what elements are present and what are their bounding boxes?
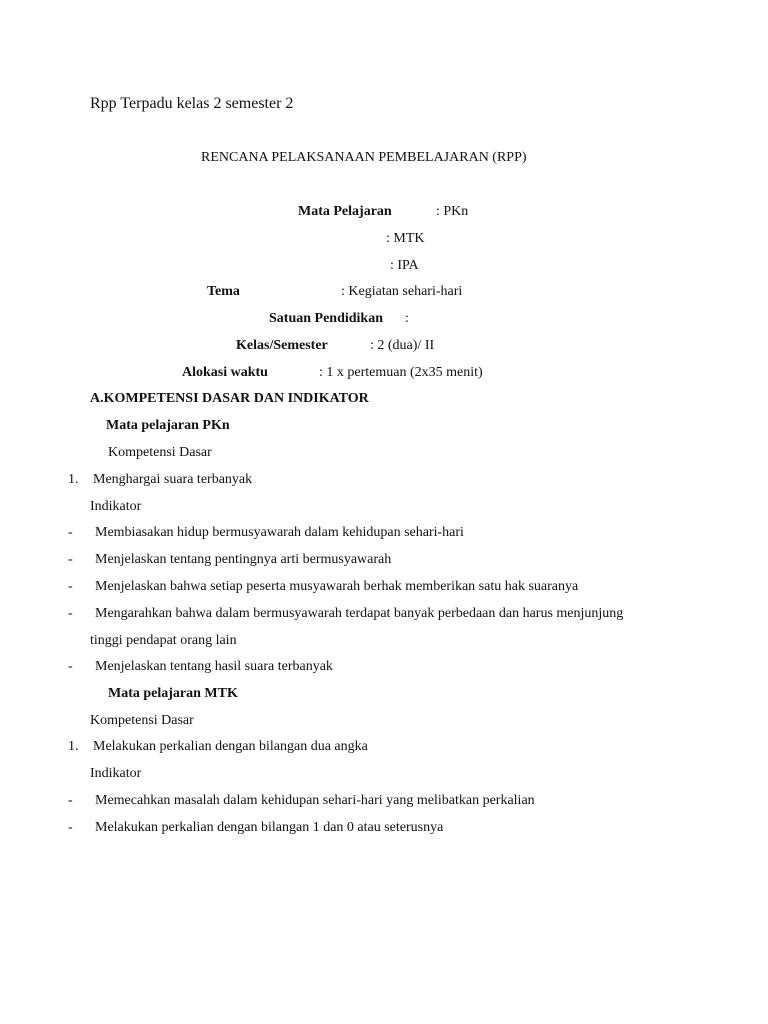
bullet: - (68, 552, 73, 567)
pkn-subject-title: Mata pelajaran PKn (106, 418, 230, 433)
tema-value: : Kegiatan sehari-hari (341, 284, 463, 299)
pkn-indikator-item: Menjelaskan bahwa setiap peserta musyawarah berhak memberikan satu hak suaranya (95, 579, 579, 594)
bullet: - (68, 659, 73, 674)
satuan-pendidikan-label: Satuan Pendidikan (269, 311, 383, 326)
bullet: - (68, 579, 73, 594)
alokasi-waktu-value: : 1 x pertemuan (2x35 menit) (319, 365, 483, 380)
kelas-semester-label: Kelas/Semester (236, 338, 328, 353)
alokasi-waktu-label: Alokasi waktu (182, 365, 268, 380)
section-a-title: A.KOMPETENSI DASAR DAN INDIKATOR (90, 391, 369, 406)
mata-pelajaran-label: Mata Pelajaran (298, 204, 392, 219)
bullet: - (68, 820, 73, 835)
mtk-indikator-item: Memecahkan masalah dalam kehidupan sehari-hari yang melibatkan perkalian (95, 793, 535, 808)
bullet: - (68, 606, 73, 621)
subject-pkn: : PKn (436, 204, 469, 219)
pkn-kd-text: Menghargai suara terbanyak (93, 472, 253, 487)
mtk-indikator-item: Melakukan perkalian dengan bilangan 1 dan 0 atau seterusnya (95, 820, 444, 835)
mtk-kd-label: Kompetensi Dasar (90, 713, 194, 728)
pkn-indikator-label: Indikator (90, 499, 142, 514)
pkn-kd-number: 1. (68, 472, 79, 487)
mtk-indikator-label: Indikator (90, 766, 142, 781)
pkn-kd-label: Kompetensi Dasar (108, 445, 212, 460)
bullet: - (68, 793, 73, 808)
bullet: - (68, 525, 73, 540)
subject-ipa: : IPA (390, 258, 419, 273)
subject-mtk: : MTK (386, 231, 425, 246)
document-title: Rpp Terpadu kelas 2 semester 2 (90, 95, 294, 112)
satuan-pendidikan-value: : (405, 311, 409, 326)
pkn-indikator-item: Menjelaskan tentang pentingnya arti bermusyawarah (95, 552, 392, 567)
pkn-indikator-item: Mengarahkan bahwa dalam bermusyawarah terdapat banyak perbedaan dan harus menjunjung (95, 606, 624, 621)
tema-label: Tema (207, 284, 240, 299)
pkn-indikator-item: Menjelaskan tentang hasil suara terbanyak (95, 659, 333, 674)
rpp-heading: RENCANA PELAKSANAAN PEMBELAJARAN (RPP) (201, 150, 527, 165)
mtk-subject-title: Mata pelajaran MTK (108, 686, 238, 701)
kelas-semester-value: : 2 (dua)/ II (370, 338, 435, 353)
mtk-kd-number: 1. (68, 739, 79, 754)
mtk-kd-text: Melakukan perkalian dengan bilangan dua angka (93, 739, 368, 754)
pkn-indikator-continuation: tinggi pendapat orang lain (90, 633, 237, 648)
pkn-indikator-item: Membiasakan hidup bermusyawarah dalam kehidupan sehari-hari (95, 525, 464, 540)
